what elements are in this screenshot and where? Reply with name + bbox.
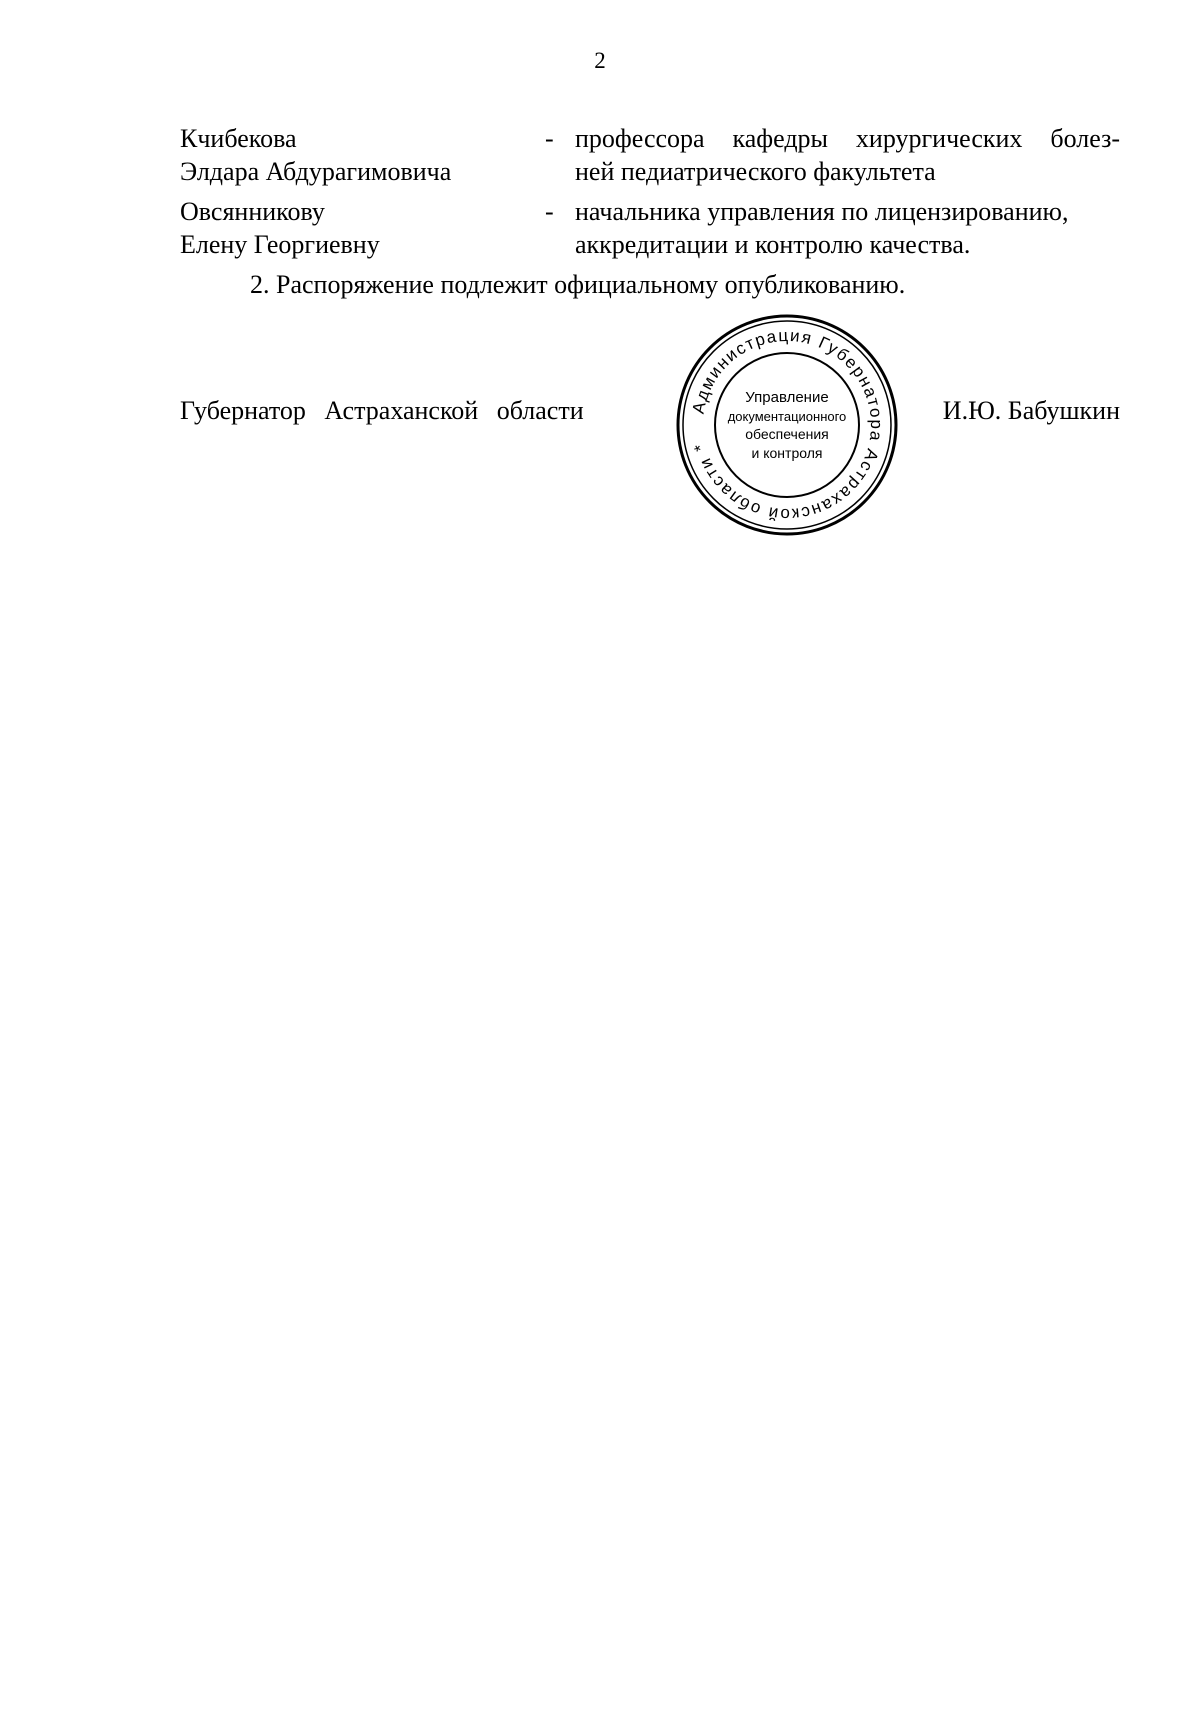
appointee-dash: - [545, 197, 554, 226]
clause-2: 2. Распоряжение подлежит официальному опубликованию. [250, 270, 906, 299]
stamp-center-line: Управление [745, 389, 829, 406]
signer-title: Губернатор Астраханской области [180, 396, 584, 425]
appointee-row [180, 122, 1120, 188]
appointee-given-names: Элдара Абдурагимовича [180, 157, 452, 186]
appointee-position-line: начальника управления по лицензированию, [575, 197, 1069, 226]
appointee-position [575, 122, 1120, 188]
appointee-position-line: аккредитации и контролю качества. [575, 230, 971, 259]
appointee-given-names: Елену Георгиевну [180, 230, 380, 259]
official-stamp [674, 312, 900, 538]
appointee-name [180, 195, 545, 261]
stamp-center-line: и контроля [751, 445, 823, 461]
stamp-inner-ring [715, 353, 859, 497]
appointee-row [180, 195, 1120, 261]
stamp-outer-ring [678, 316, 896, 534]
appointee-position-line: ней педиатрического факультета [575, 157, 936, 186]
stamp-center-line: документационного [727, 409, 847, 424]
appointee-name [180, 122, 545, 188]
page-number: 2 [594, 48, 606, 73]
appointee-dash: - [545, 124, 554, 153]
signer-name: И.Ю. Бабушкин [942, 396, 1120, 425]
stamp-center-line: обеспечения [745, 426, 829, 442]
appointee-surname: Овсянникову [180, 197, 325, 226]
appointee-surname: Кчибекова [180, 124, 297, 153]
stamp-ring-text: Администрация Губернатора Астраханской области * [688, 325, 887, 525]
appointee-list [180, 122, 1120, 268]
appointee-position-line: профессора кафедры хирургических болез- [575, 124, 1120, 153]
appointee-position [575, 195, 1120, 261]
